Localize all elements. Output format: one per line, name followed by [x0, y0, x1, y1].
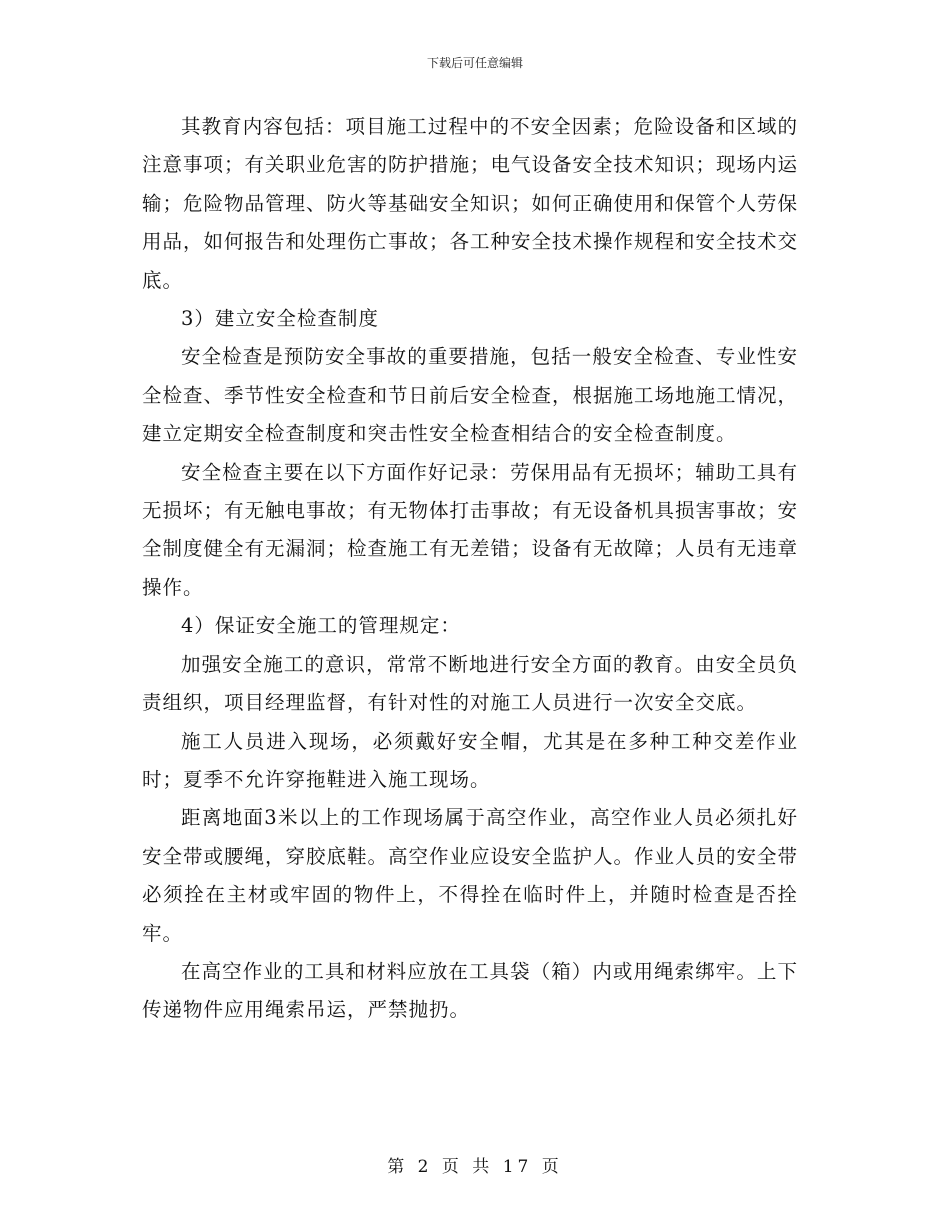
paragraph-safety-inspection: 安全检查是预防安全事故的重要措施，包括一般安全检查、专业性安全检查、季节性安全检查和节日前后安全检查，根据施工场地施工情况，建立定期安全检查制度和突击性安全检查相结合的安全检查制度。	[142, 345, 799, 446]
page-footer: 第 2 页 共 17 页	[387, 1157, 563, 1177]
paragraph-high-altitude-work: 距离地面3米以上的工作现场属于高空作业，高空作业人员必须扎好安全带或腰绳，穿胶底鞋。高空作业应设安全监护人。作业人员的安全带必须拴在主材或牢固的物件上，不得拴在临时件上，并随时检查是否拴牢。	[142, 806, 799, 945]
paragraph-tools-materials: 在高空作业的工具和材料应放在工具袋（箱）内或用绳索绑牢。上下传递物件应用绳索吊运，严禁抛扔。	[142, 959, 798, 1022]
paragraph-safety-awareness: 加强安全施工的意识，常常不断地进行安全方面的教育。由安全员负责组织，项目经理监督，有针对性的对施工人员进行一次安全交底。	[142, 652, 798, 715]
paragraph-inspection-records: 安全检查主要在以下方面作好记录：劳保用品有无损坏；辅助工具有无损坏；有无触电事故；有无物体打击事故；有无设备机具损害事故；安全制度健全有无漏洞；检查施工有无差错；设备有无故障；人员有无违章操作。	[142, 460, 799, 599]
paragraph-safety-helmet: 施工人员进入现场，必须戴好安全帽，尤其是在多种工种交差作业时；夏季不允许穿拖鞋进入施工现场。	[142, 729, 798, 791]
heading-safety-inspection-system: 3）建立安全检查制度	[181, 307, 379, 331]
page-header: 下载后可任意编辑	[426, 56, 523, 70]
document-body	[142, 108, 798, 1030]
heading-safety-management-rules: 4）保证安全施工的管理规定：	[181, 614, 461, 638]
paragraph-education-content: 其教育内容包括：项目施工过程中的不安全因素；危险设备和区域的注意事项；有关职业危害的防护措施；电气设备安全技术知识；现场内运输；危险物品管理、防火等基础安全知识；如何正确使用和保管个人劳保用品，如何报告和处理伤亡事故；各工种安全技术操作规程和安全技术交底。	[142, 115, 799, 292]
